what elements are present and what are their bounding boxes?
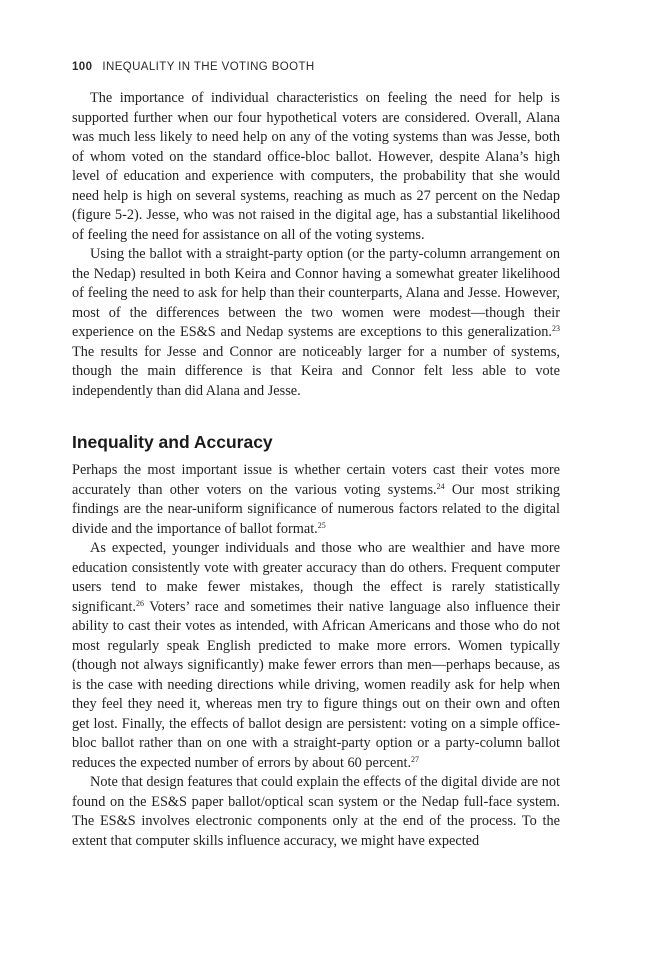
- paragraph-text: Our most striking findings are the near-uniform significance of numerous factors related to the digital divide and the importance of ballot format.: [72, 481, 560, 537]
- footnote-marker: 26: [135, 598, 144, 608]
- footnote-marker: 25: [317, 520, 326, 530]
- footnote-marker: 23: [552, 324, 560, 333]
- paragraph-text: Voters’ race and sometimes their native language also influence their ability to cast their votes as intended, with African Americans and those who do not most regularly speak English predicted to make more errors. Women typically (though not always significantly) make fewer errors than men—perhaps because, as is the case with needing directions while driving, women readily ask for help when they feel they need it, whereas men try to figure things out on their own and often get lost. Finally, the effects of ballot design are persistent: voting on a simple office-bloc ballot rather than on one with a straight-party option or a party-column ballot reduces the expected number of errors by about 60 percent.: [72, 598, 560, 771]
- section-heading: Inequality and Accuracy: [72, 432, 273, 452]
- book-page: [72, 0, 560, 975]
- paragraph: [72, 461, 560, 539]
- paragraph: [72, 773, 560, 851]
- paragraph: [72, 245, 560, 401]
- paragraph-text: As expected, younger individuals and those who are wealthier and have more education consistently vote with greater accuracy than do others. Frequent computer users tend to make fewer mistakes, though the effect is rarely statistically significant.: [72, 540, 560, 615]
- paragraph-text: Using the ballot with a straight-party option (or the party-column arrangement on the Nedap) resulted in both Keira and Connor having a somewhat greater likelihood of feeling the need to ask for help than their counterparts, Alana and Jesse. However, most of the differences between the two women were modest—though their experience on the ES&S and Nedap systems are exceptions to this generalization.: [72, 246, 560, 340]
- paragraph-text: Perhaps the most important issue is whether certain voters cast their votes more accurately than other voters on the various voting systems.: [72, 462, 560, 498]
- running-head: [72, 61, 315, 73]
- paragraph-text: Note that design features that could explain the effects of the digital divide are not found on the ES&S paper ballot/optical scan system or the Nedap full-face system. The ES&S involves electronic components only at the end of the process. To the extent that computer skills influence accuracy, we might have expected: [72, 774, 560, 849]
- footnote-marker: 27: [411, 754, 420, 764]
- paragraph: [72, 539, 560, 773]
- paragraph: [72, 89, 560, 245]
- page-number: 100: [72, 61, 93, 73]
- section-1-body: [72, 89, 560, 401]
- section-2-body: [72, 461, 560, 851]
- paragraph-text: The results for Jesse and Connor are noticeably larger for a number of systems, though the main difference is that Keira and Connor felt less able to vote independently than did Alana and Jesse.: [72, 343, 560, 399]
- paragraph-text: The importance of individual characteristics on feeling the need for help is supported further when our four hypothetical voters are considered. Overall, Alana was much less likely to need help on any of the voting systems than was Jesse, both of whom voted on the standard office-bloc ballot. However, despite Alana’s high level of education and experience with computers, the probability that she would need help is high on several systems, reaching as much as 27 percent on the Nedap (figure 5-2). Jesse, who was not raised in the digital age, has a substantial likelihood of feeling the need for assistance on all of the voting systems.: [72, 90, 560, 243]
- running-head-title: INEQUALITY IN THE VOTING BOOTH: [102, 61, 315, 73]
- footnote-marker: 24: [436, 481, 445, 491]
